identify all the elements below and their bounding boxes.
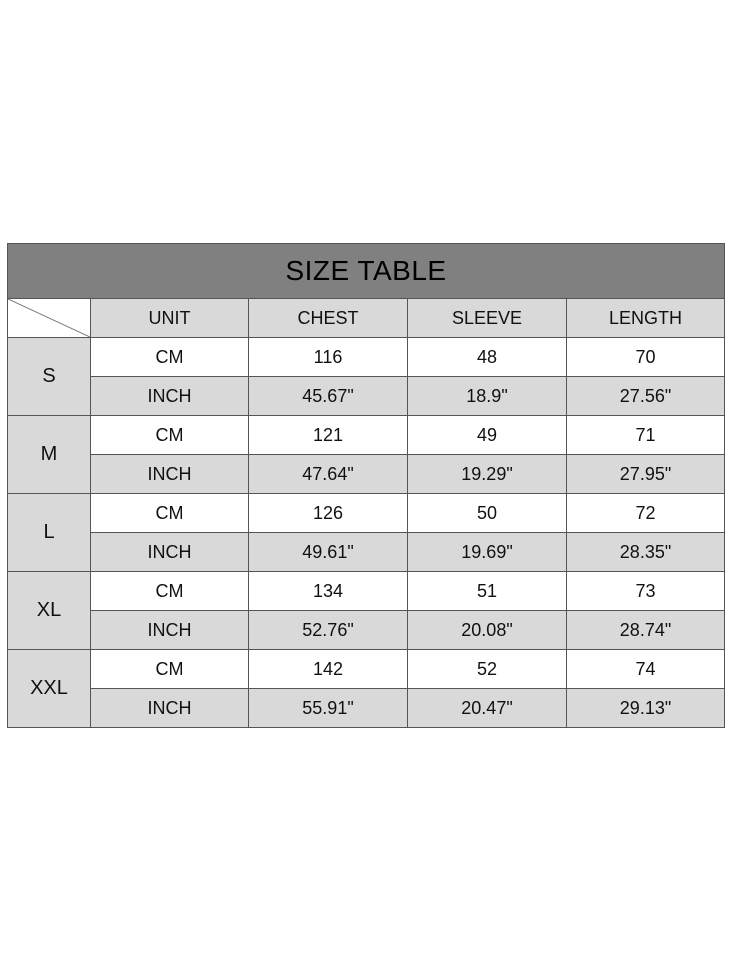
table-title: SIZE TABLE: [8, 244, 725, 299]
table-row: [8, 494, 725, 533]
cell-length: 72: [567, 494, 725, 533]
cell-length: 29.13": [567, 689, 725, 728]
header-chest: CHEST: [249, 299, 408, 338]
cell-sleeve: 51: [408, 572, 567, 611]
cell-length: 27.95": [567, 455, 725, 494]
cell-unit: CM: [91, 494, 249, 533]
cell-unit: CM: [91, 572, 249, 611]
cell-unit: INCH: [91, 377, 249, 416]
size-label: L: [8, 494, 91, 572]
header-unit: UNIT: [91, 299, 249, 338]
table-row: [8, 416, 725, 455]
cell-length: 73: [567, 572, 725, 611]
cell-chest: 49.61": [249, 533, 408, 572]
cell-length: 28.35": [567, 533, 725, 572]
header-sleeve: SLEEVE: [408, 299, 567, 338]
cell-unit: INCH: [91, 689, 249, 728]
table-row: [8, 650, 725, 689]
table-row: [8, 338, 725, 377]
table-row: [8, 611, 725, 650]
table-row: [8, 533, 725, 572]
title-row: [8, 244, 725, 299]
cell-chest: 45.67": [249, 377, 408, 416]
cell-sleeve: 19.29": [408, 455, 567, 494]
cell-sleeve: 48: [408, 338, 567, 377]
table-row: [8, 572, 725, 611]
diagonal-divider-icon: [8, 299, 90, 337]
cell-chest: 52.76": [249, 611, 408, 650]
cell-sleeve: 20.47": [408, 689, 567, 728]
cell-sleeve: 50: [408, 494, 567, 533]
cell-chest: 47.64": [249, 455, 408, 494]
cell-unit: INCH: [91, 611, 249, 650]
size-label: S: [8, 338, 91, 416]
cell-unit: INCH: [91, 455, 249, 494]
cell-sleeve: 18.9": [408, 377, 567, 416]
header-length: LENGTH: [567, 299, 725, 338]
table-row: [8, 455, 725, 494]
cell-chest: 55.91": [249, 689, 408, 728]
size-table: [7, 243, 725, 728]
cell-unit: CM: [91, 416, 249, 455]
cell-chest: 142: [249, 650, 408, 689]
size-label: XXL: [8, 650, 91, 728]
cell-length: 71: [567, 416, 725, 455]
cell-sleeve: 19.69": [408, 533, 567, 572]
cell-chest: 121: [249, 416, 408, 455]
cell-length: 27.56": [567, 377, 725, 416]
cell-sleeve: 52: [408, 650, 567, 689]
cell-sleeve: 20.08": [408, 611, 567, 650]
cell-length: 28.74": [567, 611, 725, 650]
cell-length: 74: [567, 650, 725, 689]
table-row: [8, 377, 725, 416]
cell-unit: INCH: [91, 533, 249, 572]
size-table-body: [8, 244, 725, 728]
cell-chest: 126: [249, 494, 408, 533]
cell-unit: CM: [91, 650, 249, 689]
cell-sleeve: 49: [408, 416, 567, 455]
cell-chest: 134: [249, 572, 408, 611]
cell-chest: 116: [249, 338, 408, 377]
cell-unit: CM: [91, 338, 249, 377]
header-row: [8, 299, 725, 338]
size-label: XL: [8, 572, 91, 650]
table-row: [8, 689, 725, 728]
corner-cell: [8, 299, 91, 338]
size-label: M: [8, 416, 91, 494]
cell-length: 70: [567, 338, 725, 377]
